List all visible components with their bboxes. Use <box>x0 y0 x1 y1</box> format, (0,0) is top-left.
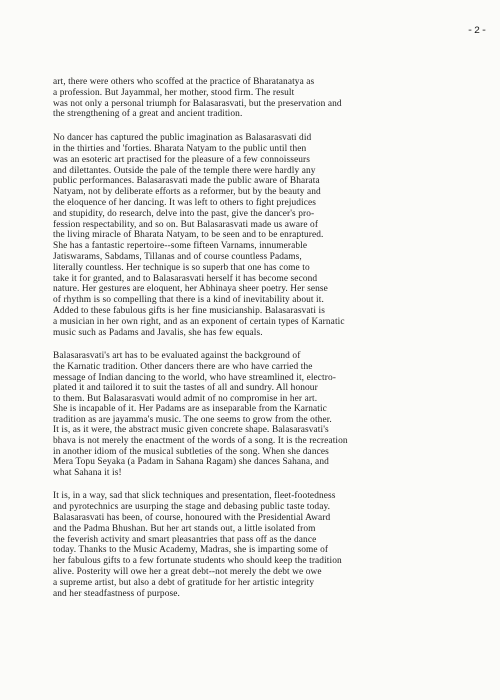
text-line: a musician in her own right, and as an exponent of certain types of Karnatic <box>53 316 345 327</box>
text-line: art, there were others who scoffed at the practice of Bharatanatya as <box>53 77 315 87</box>
text-line: to them. But Balasarasvati would admit of no compromise in her art. <box>53 393 318 404</box>
text-line: the living miracle of Bharata Natyam, to be seen and to be enraptured. <box>53 230 324 241</box>
text-line: music such as Padams and Javalis, she has few equals. <box>53 327 263 338</box>
text-line: and dilettantes. Outside the pale of the temple there were hardly any <box>53 165 316 176</box>
text-line: a profession. But Jayammal, her mother, stood firm. The result <box>53 87 295 98</box>
text-line: her fabulous gifts to a few fortunate students who should keep the tradition <box>53 556 342 567</box>
text-line: Natyam, not by deliberate efforts as a reformer, but by the beauty and <box>53 187 321 198</box>
text-line: was not only a personal triumph for Balasarasvati, but the preservation and <box>53 98 342 109</box>
text-line: Balasarasvati's art has to be evaluated against the background of <box>53 351 301 362</box>
text-line: what Sahana it is! <box>53 467 122 478</box>
text-line: Mera Topu Seyaka (a Padam in Sahana Ragam) she dances Sahana, and <box>53 457 329 468</box>
text-line: It is, in a way, sad that slick techniques and presentation, fleet-footedness <box>53 491 336 502</box>
text-line: tradition as are jayamma's music. The one seems to grow from the other. <box>53 414 332 425</box>
text-line: in another idiom of the musical subtleties of the song. When she dances <box>53 446 329 457</box>
text-line: the feverish activity and smart pleasantries that pass off as the dance <box>53 534 317 545</box>
text-line: and her steadfastness of purpose. <box>53 588 180 599</box>
paragraph <box>53 351 498 478</box>
text-line: nature. Her gestures are eloquent, her Abhinaya sheer poetry. Her sense <box>53 284 328 295</box>
text-line: Jatiswarams, Sabdams, Tillanas and of course countless Padams, <box>53 251 302 262</box>
text-line: was an esoteric art practised for the pleasure of a few connoisseurs <box>53 154 310 165</box>
text-line: fession respectability, and so on. But Balasarasvati made us aware of <box>53 219 319 230</box>
text-line: Added to these fabulous gifts is her fine musicianship. Balasarasvati is <box>53 305 325 316</box>
text-line: message of Indian dancing to the world, who have streamlined it, electro- <box>53 372 336 383</box>
text-line: today. Thanks to the Music Academy, Madras, she is imparting some of <box>53 545 329 556</box>
body-text <box>53 77 498 599</box>
text-line: and stupidity, do research, delve into the past, give the dancer's pro- <box>53 208 315 219</box>
text-line: the Karnatic tradition. Other dancers there are who have carried the <box>53 361 313 372</box>
text-line: take it for granted, and to Balasarasvati herself it has become second <box>53 273 318 284</box>
paragraph <box>53 491 498 599</box>
text-line: It is, as it were, the abstract music given concrete shape. Balasarasvati's <box>53 425 329 436</box>
text-line: and pyrotechnics are usurping the stage and debasing public taste today. <box>53 502 331 513</box>
text-line: Balasarasvati has been, of course, honoured with the Presidential Award <box>53 513 331 524</box>
text-line: alive. Posterity will owe her a great debt--not merely the debt we owe <box>53 567 322 578</box>
text-line: the strengthening of a great and ancient tradition. <box>53 109 243 120</box>
text-line: She is incapable of it. Her Padams are as inseparable from the Karnatic <box>53 404 327 415</box>
text-line: She has a fantastic repertoire--some fifteen Varnams, innumerable <box>53 241 308 252</box>
page-number: -2- <box>466 26 488 37</box>
paragraph <box>53 133 498 338</box>
text-line: the eloquence of her dancing. It was left to others to fight prejudices <box>53 197 317 208</box>
text-line: bhava is not merely the enactment of the words of a song. It is the recreation <box>53 436 348 447</box>
text-line: in the thirties and 'forties. Bharata Natyam to the public until then <box>53 143 307 154</box>
text-line: public performances. Balasarasvati made the public aware of Bharata <box>53 176 320 187</box>
text-line: literally countless. Her technique is so superb that one has come to <box>53 262 310 273</box>
text-line: of rhythm is so compelling that there is a kind of inevitability about it. <box>53 295 324 306</box>
text-line: a supreme artist, but also a debt of gratitude for her artistic integrity <box>53 577 315 588</box>
paragraph <box>53 77 498 120</box>
text-line: No dancer has captured the public imagination as Balasarasvati did <box>53 133 312 144</box>
text-line: plated it and tailored it to suit the tastes of all and sundry. All honour <box>53 383 318 394</box>
text-line: and the Padma Bhushan. But her art stands out, a little isolated from <box>53 523 316 534</box>
